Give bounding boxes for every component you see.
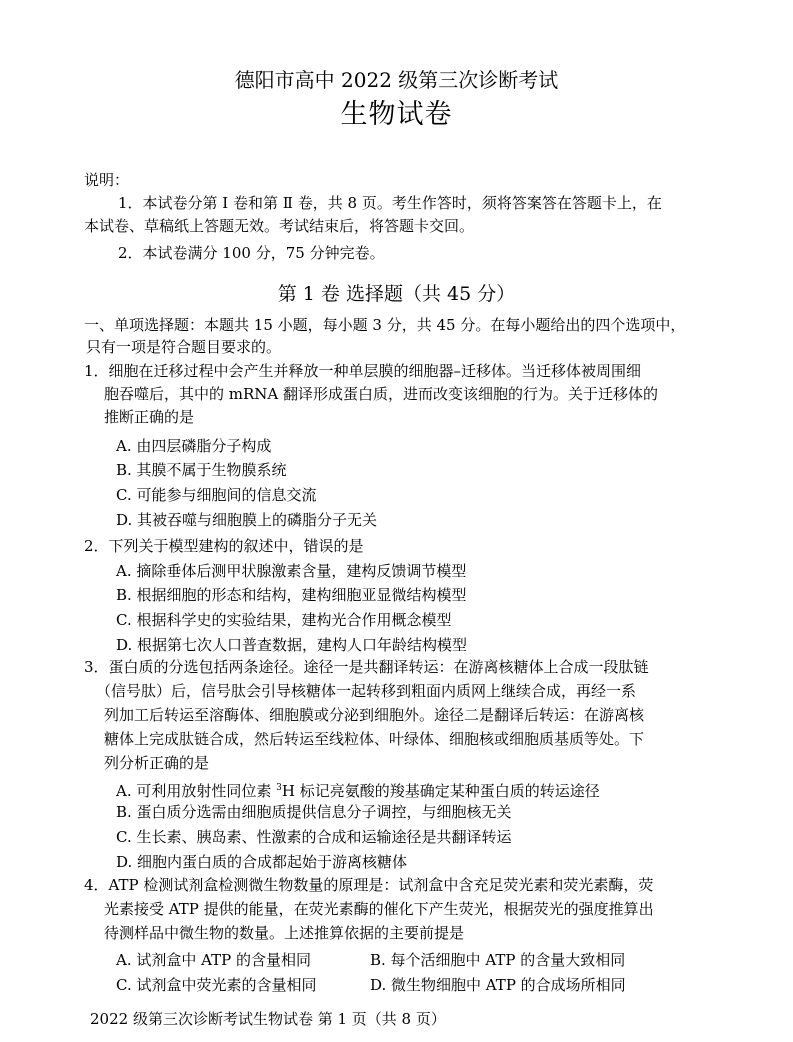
question-3-option-c: C. 生长素、胰岛素、性激素的合成和运输途径是共翻译转运 [116,828,512,846]
instruction-item-1-line-1: 1．本试卷分第 Ⅰ 卷和第 Ⅱ 卷，共 8 页。考生作答时，须将答案答在答题卡上，在 [118,194,662,212]
question-3-option-d: D. 细胞内蛋白质的合成都起始于游离核糖体 [116,853,408,871]
question-4-stem-line-3: 待测样品中微生物的数量。上述推算依据的主要前提是 [104,924,465,942]
question-3-stem-line-5: 列分析正确的是 [104,754,210,772]
question-3-stem-line-4: 糖体上完成肽链合成，然后转运至线粒体、叶绿体、细胞核或细胞质基质等处。下 [104,730,645,748]
question-3-stem-line-3: 列加工后转运至溶酶体、细胞膜或分泌到细胞外。途径二是翻译后转运：在游离核 [104,706,645,724]
question-2-option-d: D. 根据第七次人口普查数据，建构人口年龄结构模型 [116,636,468,654]
question-3-stem-line-1: 3．蛋白质的分选包括两条途径。途径一是共翻译转运：在游离核糖体上合成一段肽链 [84,658,649,676]
instruction-item-1-line-2: 本试卷、草稿纸上答题无效。考试结束后，将答题卡交回。 [84,217,475,235]
question-1-stem-line-2: 胞吞噬后，其中的 mRNA 翻译形成蛋白质，进而改变该细胞的行为。关于迁移体的 [104,385,659,403]
question-2-option-b: B. 根据细胞的形态和结构，建构细胞亚显微结构模型 [116,586,467,604]
question-1-option-a: A. 由四层磷脂分子构成 [116,437,272,455]
section-1-intro-line-2: 只有一项是符合题目要求的。 [86,338,282,356]
question-3-option-b: B. 蛋白质分选需由细胞质提供信息分子调控，与细胞核无关 [116,803,512,821]
question-4-option-c: C. 试剂盒中荧光素的含量相同 [116,976,317,994]
question-3-option-a-text-pre: A. 可利用放射性同位素 [116,782,277,800]
question-2-option-a: A. 摘除垂体后测甲状腺激素含量，建构反馈调节模型 [116,562,467,580]
page-footer: 2022 级第三次诊断考试生物试卷 第 1 页（共 8 页） [90,1010,446,1028]
question-3-option-a [116,776,600,803]
question-2-option-c: C. 根据科学史的实验结果，建构光合作用概念模型 [116,611,452,629]
subject-title: 生物试卷 [340,99,453,130]
section-1-title: 第 1 卷 选择题（共 45 分） [277,283,516,305]
question-4-option-d: D. 微生物细胞中 ATP 的合成场所相同 [370,976,626,994]
question-4-option-b: B. 每个活细胞中 ATP 的含量大致相同 [370,951,626,969]
question-1-option-b: B. 其膜不属于生物膜系统 [116,461,287,479]
question-3-option-a-text-post: H 标记亮氨酸的羧基确定某种蛋白质的转运途径 [281,782,600,800]
exam-title: 德阳市高中 2022 级第三次诊断考试 [234,68,559,92]
isotope-superscript: 3 [276,783,282,793]
question-1-stem-line-1: 1．细胞在迁移过程中会产生并释放一种单层膜的细胞器–迁移体。当迁移体被周围细 [84,362,642,380]
question-4-option-a: A. 试剂盒中 ATP 的含量相同 [116,951,312,969]
question-1-option-c: C. 可能参与细胞间的信息交流 [116,486,317,504]
instructions-heading: 说明： [84,171,130,189]
question-4-stem-line-2: 光素接受 ATP 提供的能量，在荧光素酶的催化下产生荧光，根据荧光的强度推算出 [104,900,654,918]
question-2-stem: 2．下列关于模型建构的叙述中，错误的是 [84,537,364,555]
section-1-intro-line-1: 一、单项选择题：本题共 15 小题，每小题 3 分，共 45 分。在每小题给出的四个选项中， [84,316,686,334]
instruction-item-2: 2．本试卷满分 100 分，75 分钟完卷。 [118,244,385,262]
question-4-stem-line-1: 4．ATP 检测试剂盒检测微生物数量的原理是：试剂盒中含充足荧光素和荧光素酶，荧 [84,876,654,894]
question-1-stem-line-3: 推断正确的是 [104,408,195,426]
question-1-option-d: D. 其被吞噬与细胞膜上的磷脂分子无关 [116,511,378,529]
question-3-stem-line-2: （信号肽）后，信号肽会引导核糖体一起转移到粗面内质网上继续合成，再经一系 [96,682,637,700]
